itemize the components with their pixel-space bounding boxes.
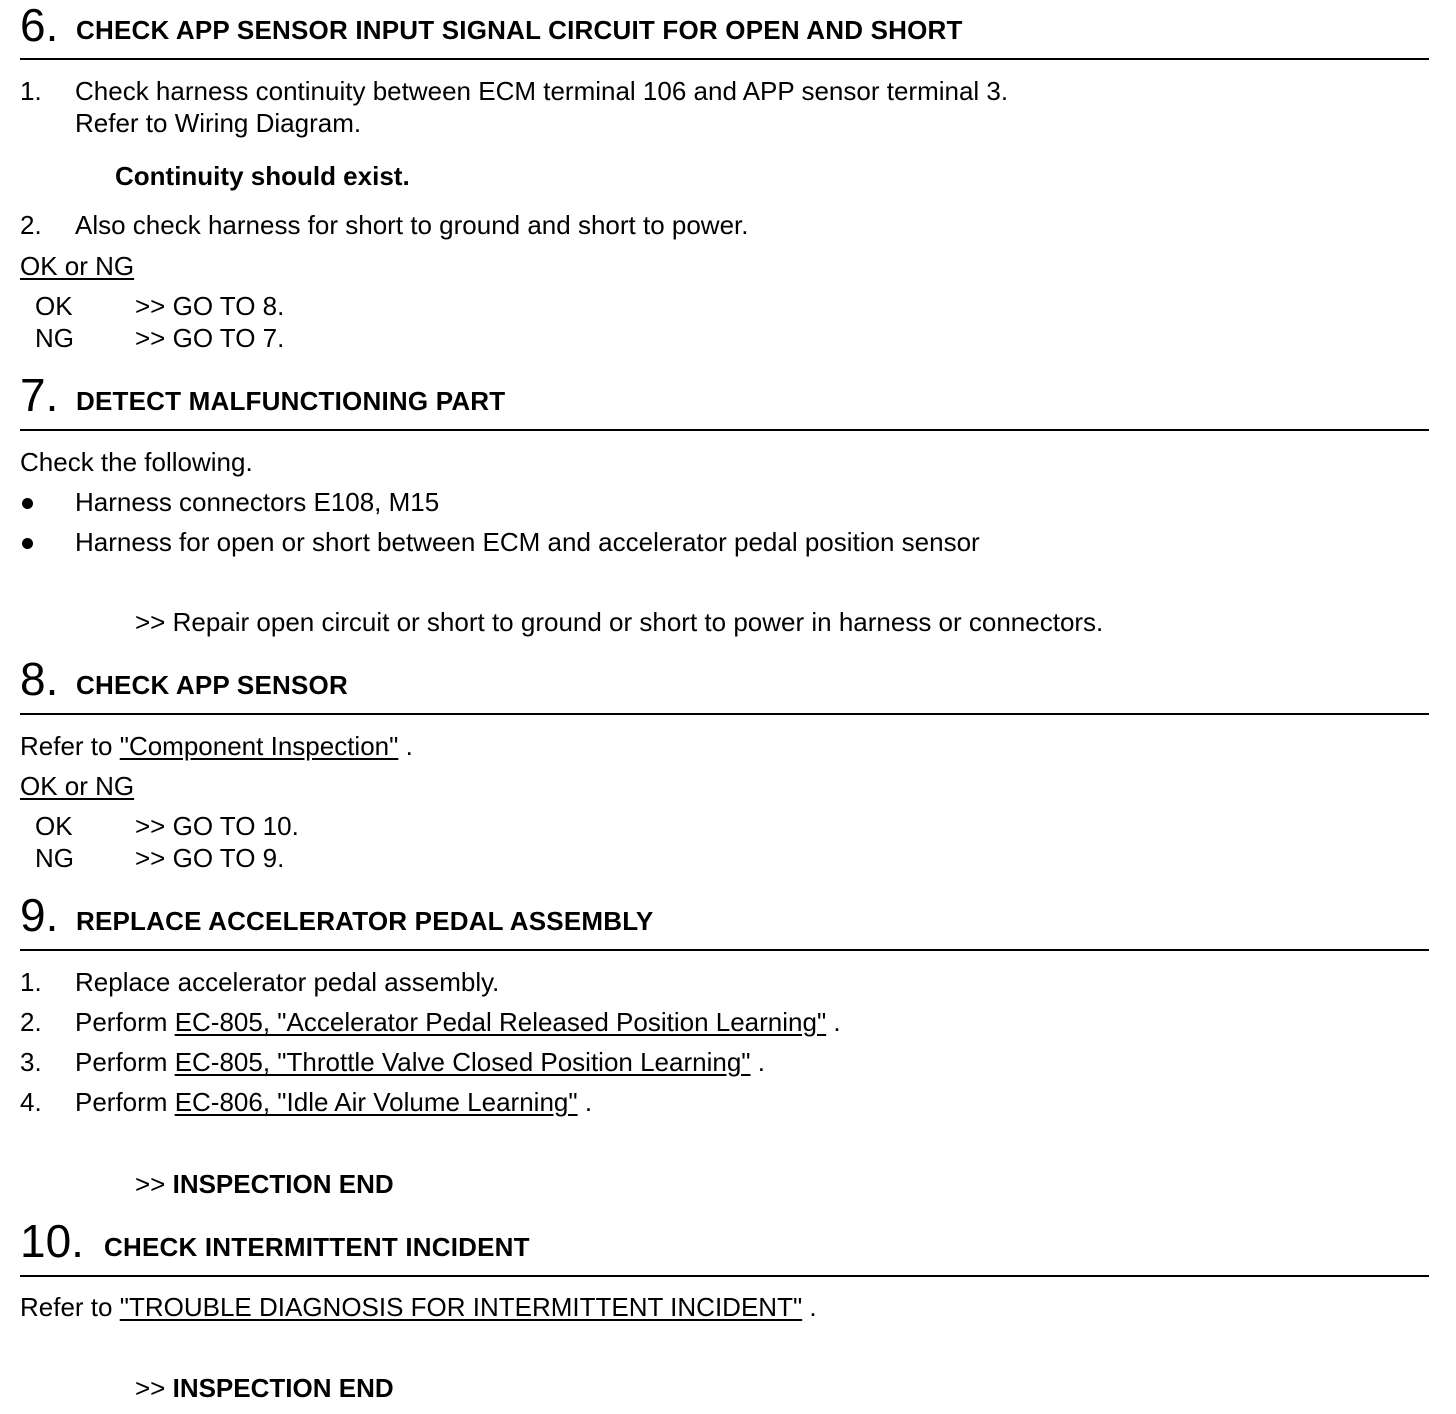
step-6-heading [20, 0, 1429, 60]
end-arrow: >> [135, 1169, 173, 1199]
component-inspection-link[interactable]: "Component Inspection" [119, 731, 399, 761]
list-item-text [75, 1089, 592, 1115]
ok-ng-label: OK or NG [20, 771, 135, 801]
step-title: CHECK INTERMITTENT INCIDENT [104, 1232, 530, 1262]
result-action: >> GO TO 9. [135, 843, 285, 873]
refer-prefix: Refer to [20, 1292, 120, 1322]
step-title: CHECK APP SENSOR [76, 670, 348, 700]
spec-statement: Continuity should exist. [115, 161, 410, 191]
step-title: CHECK APP SENSOR INPUT SIGNAL CIRCUIT FOR OPEN AND SHORT [76, 15, 963, 45]
list-number: 3. [20, 1047, 42, 1077]
step-number: 6. [20, 0, 59, 51]
result-label: OK [35, 811, 73, 841]
throttle-valve-learning-link[interactable]: EC-805, "Throttle Valve Closed Position Learning" [174, 1047, 751, 1077]
list-item-text: Check harness continuity between ECM terminal 106 and APP sensor terminal 3. [75, 76, 1009, 106]
accelerator-pedal-learning-link[interactable]: EC-805, "Accelerator Pedal Released Position Learning" [174, 1007, 827, 1037]
list-number: 4. [20, 1087, 42, 1117]
link-suffix: . [577, 1087, 593, 1117]
list-item-text: Also check harness for short to ground and short to power. [75, 210, 749, 240]
step-number: 10. [20, 1215, 84, 1267]
result-label: NG [35, 843, 74, 873]
result-action: >> GO TO 8. [135, 291, 285, 321]
list-number: 1. [20, 967, 42, 997]
bullet-item-text: Harness connectors E108, M15 [75, 487, 440, 517]
refer-line [20, 1294, 817, 1320]
end-arrow: >> [135, 1373, 173, 1403]
bullet-icon [22, 538, 33, 549]
result-action: >> GO TO 7. [135, 323, 285, 353]
list-item-text: Refer to Wiring Diagram. [75, 108, 362, 138]
link-suffix: . [826, 1007, 841, 1037]
link-suffix: . [750, 1047, 765, 1077]
step-10-heading [20, 1216, 1429, 1277]
list-number: 1. [20, 76, 42, 106]
idle-air-volume-learning-link[interactable]: EC-806, "Idle Air Volume Learning" [174, 1087, 578, 1117]
refer-suffix: . [802, 1292, 817, 1322]
perform-prefix: Perform [75, 1087, 175, 1117]
inspection-end [135, 1375, 394, 1401]
step-number: 9. [20, 889, 59, 941]
end-text: INSPECTION END [172, 1169, 394, 1199]
list-number: 2. [20, 210, 42, 240]
result-action: >> GO TO 10. [135, 811, 299, 841]
perform-prefix: Perform [75, 1007, 175, 1037]
intro-text: Check the following. [20, 447, 253, 477]
refer-suffix: . [398, 731, 413, 761]
step-8-heading [20, 654, 1429, 715]
inspection-end [135, 1171, 394, 1197]
result-label: OK [35, 291, 73, 321]
list-item-text [75, 1049, 765, 1075]
repair-action: >> Repair open circuit or short to ground or short to power in harness or connectors. [135, 607, 1104, 637]
step-title: DETECT MALFUNCTIONING PART [76, 386, 506, 416]
step-9-heading [20, 890, 1429, 951]
list-item-text: Replace accelerator pedal assembly. [75, 967, 500, 997]
step-number: 7. [20, 369, 59, 421]
intermittent-incident-link[interactable]: "TROUBLE DIAGNOSIS FOR INTERMITTENT INCIDENT" [119, 1292, 803, 1322]
perform-prefix: Perform [75, 1047, 175, 1077]
list-item-text [75, 1009, 841, 1035]
end-text: INSPECTION END [172, 1373, 394, 1403]
step-title: REPLACE ACCELERATOR PEDAL ASSEMBLY [76, 906, 654, 936]
step-7-heading [20, 370, 1429, 431]
bullet-icon [22, 498, 33, 509]
list-number: 2. [20, 1007, 42, 1037]
ok-ng-label: OK or NG [20, 251, 135, 281]
refer-prefix: Refer to [20, 731, 120, 761]
result-label: NG [35, 323, 74, 353]
step-number: 8. [20, 653, 59, 705]
refer-line [20, 733, 413, 759]
bullet-item-text: Harness for open or short between ECM and accelerator pedal position sensor [75, 527, 980, 557]
